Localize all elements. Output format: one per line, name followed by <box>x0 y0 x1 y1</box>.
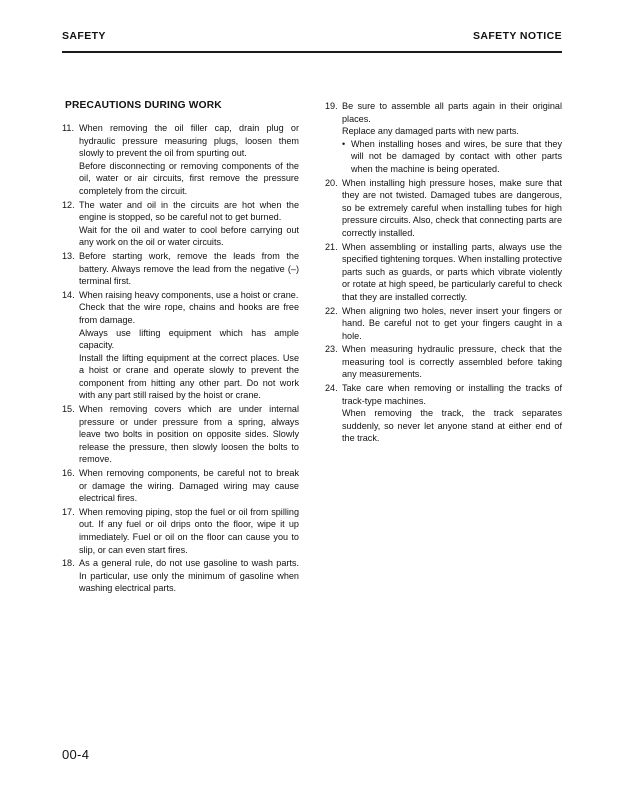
paragraph: Install the lifting equipment at the correct places. Use a hoist or crane and operate slowly to prevent the component from hitting any other part. Do not work with any part still raised by the hoist or crane. <box>79 352 299 401</box>
page-header <box>62 30 562 42</box>
list-item-number: 19. <box>325 101 338 111</box>
numbered-list-item <box>62 506 299 556</box>
paragraph: Replace any damaged parts with new parts. <box>342 126 519 137</box>
list-item-body <box>79 403 299 466</box>
paragraph: When removing piping, stop the fuel or oil from spilling out. If any fuel or oil drips onto the floor, wipe it up immediately. Fuel or oil on the floor can cause you to slip, or can even start fires. <box>79 506 299 555</box>
bullet-dot-icon: • <box>342 138 346 149</box>
numbered-list-item <box>325 343 562 381</box>
section-title: PRECAUTIONS DURING WORK <box>65 100 222 111</box>
header-left-label: SAFETY <box>62 30 106 42</box>
list-item-body <box>342 305 562 343</box>
list-item-number: 23. <box>325 344 338 355</box>
list-item-body <box>79 506 299 556</box>
list-item-number: 15. <box>62 404 75 415</box>
numbered-list-item <box>62 250 299 288</box>
list-item-body <box>79 199 299 249</box>
paragraph: Wait for the oil and water to cool before carrying out any work on the oil or water circuits. <box>79 224 299 248</box>
list-item-body <box>342 343 562 381</box>
header-right-label: SAFETY NOTICE <box>472 30 562 42</box>
paragraph: As a general rule, do not use gasoline to wash parts. In particular, use only the minimum of gasoline when washing electrical parts. <box>79 558 299 594</box>
list-item-body <box>342 382 562 445</box>
paragraph: Before starting work, remove the leads from the battery. Always remove the lead from the negative (–) terminal first. <box>79 250 299 287</box>
two-column-body <box>62 100 562 596</box>
paragraph: The water and oil in the circuits are hot when the engine is stopped, so be careful not to get burned. <box>79 199 299 223</box>
numbered-list-item <box>62 122 299 198</box>
paragraph: Always use lifting equipment which has ample capacity. <box>79 327 299 351</box>
paragraph: When measuring hydraulic pressure, check that the measuring tool is correctly assembled before taking any measurements. <box>342 344 562 380</box>
paragraph: Take care when removing or installing the tracks of track-type machines. <box>342 383 562 406</box>
list-item-body <box>342 241 562 304</box>
list-item-number: 22. <box>325 305 338 316</box>
list-item-number: 21. <box>325 241 338 252</box>
left-column <box>62 100 299 596</box>
list-item-body <box>342 100 562 176</box>
numbered-list-item <box>62 467 299 505</box>
bullet-text: When installing hoses and wires, be sure that they will not be damaged by contact with other parts when the machine is being operated. <box>351 138 562 174</box>
list-item-number: 24. <box>325 383 338 394</box>
paragraph: When removing components, be careful not to break or damage the wiring. Damaged wiring may cause electrical fires. <box>79 468 299 504</box>
numbered-list-item <box>62 403 299 466</box>
numbered-list-item <box>62 199 299 249</box>
numbered-list-item <box>325 177 562 240</box>
list-item-body <box>79 289 299 402</box>
numbered-list-item <box>325 382 562 445</box>
header-divider <box>62 51 562 53</box>
paragraph: When removing the track, the track separates suddenly, so never let anyone stand at either end of the track. <box>342 408 562 444</box>
list-item-number: 11. <box>62 123 74 133</box>
page-number: 00-4 <box>62 747 90 762</box>
numbered-list-item <box>325 305 562 343</box>
numbered-list-item <box>325 241 562 304</box>
right-column <box>325 100 562 596</box>
numbered-list-item <box>62 557 299 595</box>
paragraph: Be sure to assemble all parts again in their original places. <box>342 101 562 124</box>
paragraph: When installing high pressure hoses, make sure that they are not twisted. Damaged tubes are dangerous, so be extremely careful when installing tubes for high pressure circuits. Also, check that connecting parts are correctly installed. <box>342 177 562 238</box>
paragraph: When removing the oil filler cap, drain plug or hydraulic pressure measuring plugs, loosen them slowly to prevent the oil from spurting out. <box>79 123 299 159</box>
list-item-body <box>79 250 299 288</box>
paragraph: When raising heavy components, use a hoist or crane. <box>79 289 299 300</box>
numbered-list-item <box>325 100 562 176</box>
list-item-number: 16. <box>62 468 75 479</box>
paragraph: When removing covers which are under internal pressure or under pressure from a spring, always leave two bolts in position on opposite sides. Slowly release the pressure, then slowly loosen the bolts to remove. <box>79 404 299 465</box>
list-item-number: 18. <box>62 558 75 569</box>
list-item-body <box>79 557 299 595</box>
list-item-number: 17. <box>62 506 75 517</box>
paragraph: When aligning two holes, never insert your fingers or hand. Be careful not to get your fingers caught in a hole. <box>342 305 562 341</box>
numbered-list-item <box>62 289 299 402</box>
bullet-item <box>342 138 562 176</box>
list-item-body <box>79 122 299 198</box>
page-content <box>62 30 562 770</box>
list-item-number: 13. <box>62 250 75 261</box>
list-item-number: 14. <box>62 289 75 300</box>
list-item-body <box>342 177 562 240</box>
list-item-body <box>79 467 299 505</box>
paragraph: Check that the wire rope, chains and hooks are free from damage. <box>79 302 299 325</box>
list-item-number: 20. <box>325 177 338 188</box>
list-item-number: 12. <box>62 199 75 210</box>
paragraph: When assembling or installing parts, always use the specified tightening torques. When installing protective parts such as guards, or parts which vibrate violently or rotate at high speed, be particularly careful to check that they are installed correctly. <box>342 241 562 302</box>
paragraph: Before disconnecting or removing components of the oil, water or air circuits, first remove the pressure completely from the circuit. <box>79 160 299 196</box>
